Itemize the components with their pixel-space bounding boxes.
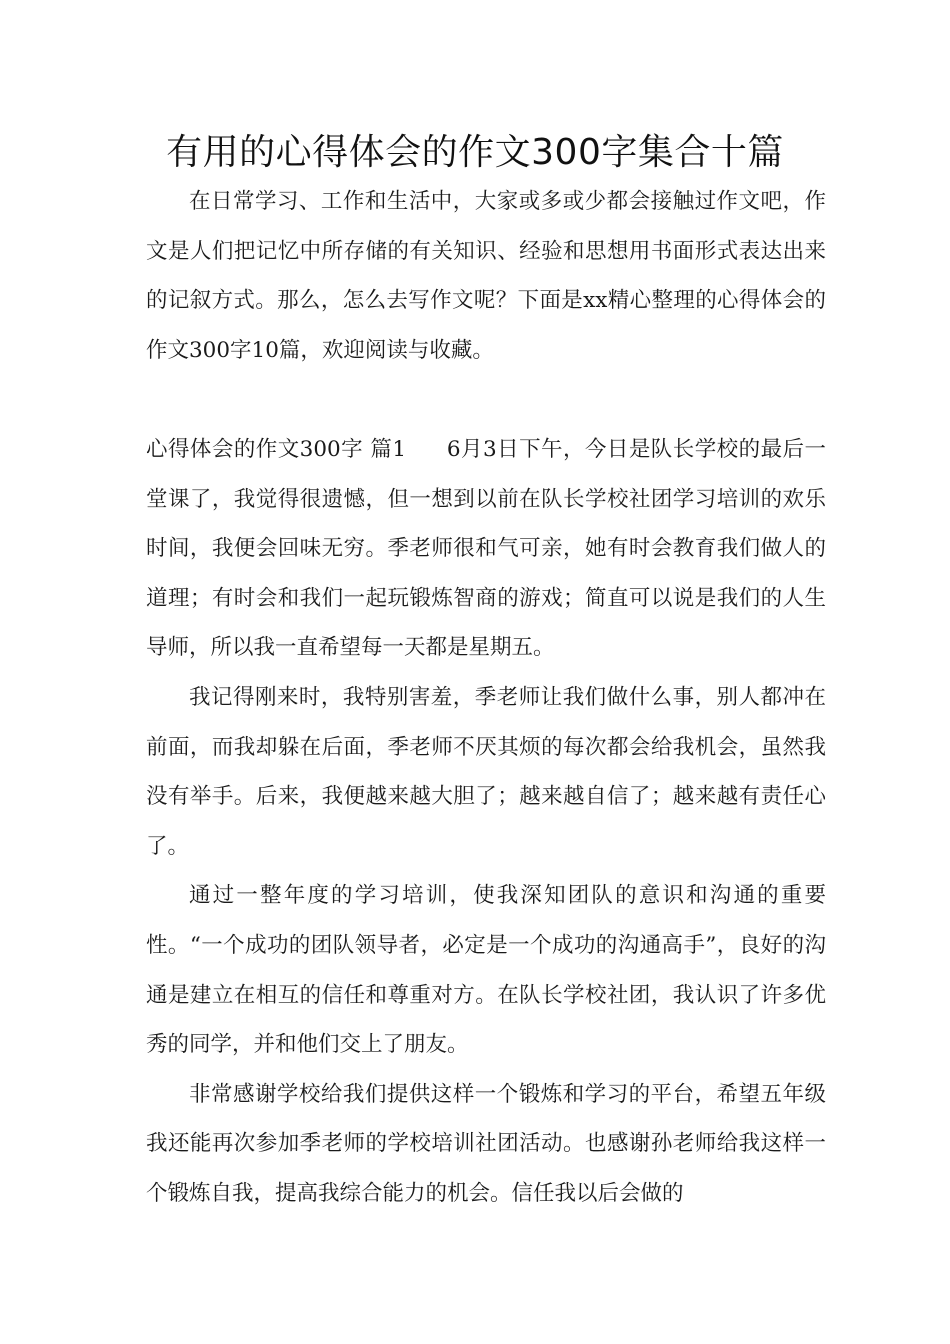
document-title: 有用的心得体会的作文300字集合十篇 bbox=[166, 132, 784, 173]
section-1-paragraph-4: 非常感谢学校给我们提供这样一个锻炼和学习的平台，希望五年级我还能再次参加季老师的学校培训社团活动。也感谢孙老师给我这样一个锻炼自我，提高我综合能力的机会。信任我以后会做的 bbox=[146, 1081, 826, 1206]
section-1-paragraph-1: 6月3日下午，今日是队长学校的最后一堂课了，我觉得很遗憾，但一想到以前在队长学校社团学习培训的欢乐时间，我便会回味无穷。季老师很和气可亲，她有时会教育我们做人的道理；有时会和我们一起玩锻炼智商的游戏；简直可以说是我们的人生导师，所以我一直希望每一天都是星期五。 bbox=[146, 436, 826, 661]
section-1-paragraph-3: 通过一整年度的学习培训，使我深知团队的意识和沟通的重要性。“一个成功的团队领导者，必定是一个成功的沟通高手”，良好的沟通是建立在相互的信任和尊重对方。在队长学校社团，我认识了许多优秀的同学，并和他们交上了朋友。 bbox=[146, 883, 826, 1058]
intro-paragraph: 在日常学习、工作和生活中，大家或多或少都会接触过作文吧，作文是人们把记忆中所存储的有关知识、经验和思想用书面形式表达出来的记叙方式。那么，怎么去写作文呢？下面是xx精心整理的心得体会的作文300字10篇，欢迎阅读与收藏。 bbox=[146, 189, 826, 363]
paragraph-spacer bbox=[146, 375, 826, 425]
section-1-first-paragraph bbox=[146, 425, 826, 673]
document-body bbox=[146, 177, 826, 1218]
section-heading: 心得体会的作文300字 篇1 bbox=[146, 436, 407, 462]
section-1-paragraph-2: 我记得刚来时，我特别害羞，季老师让我们做什么事，别人都冲在前面，而我却躲在后面，季老师不厌其烦的每次都会给我机会，虽然我没有举手。后来，我便越来越大胆了；越来越自信了；越来越有责任心了。 bbox=[146, 684, 826, 859]
